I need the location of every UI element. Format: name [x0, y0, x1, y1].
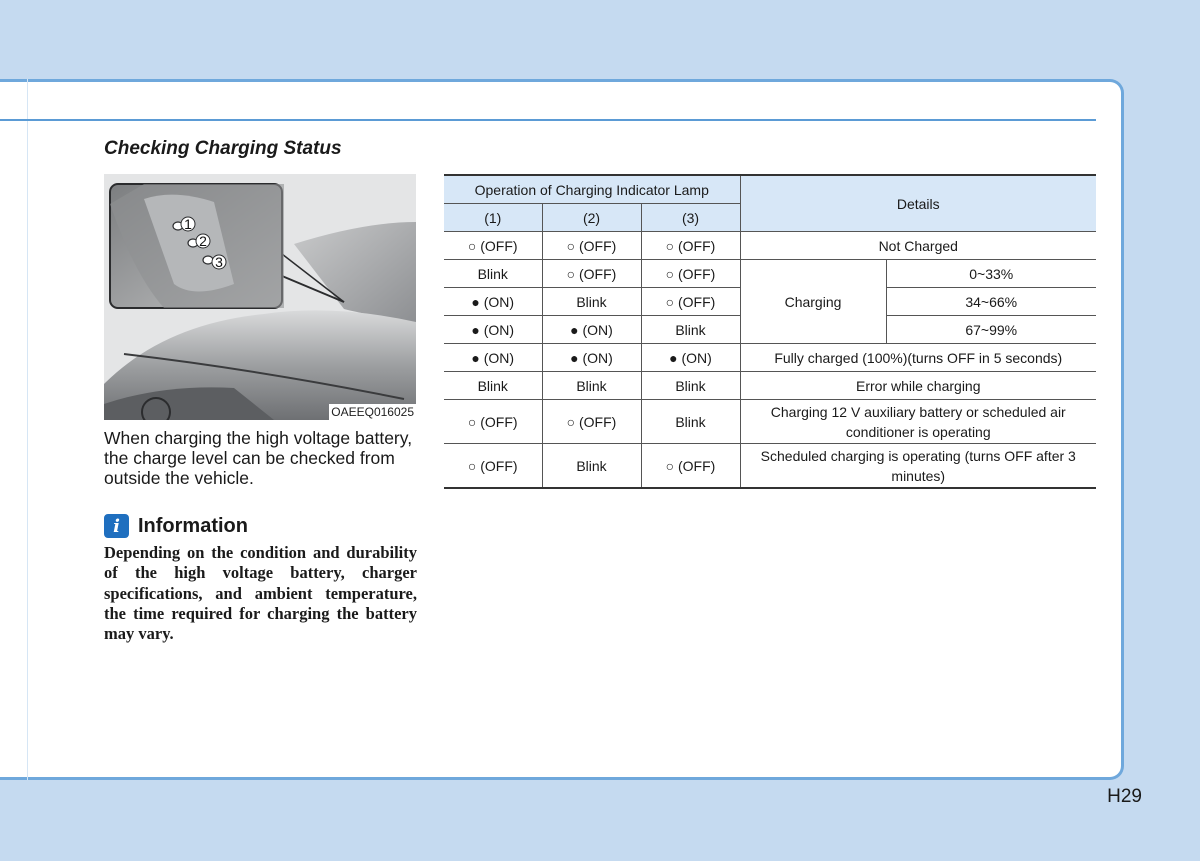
lamp-1-state: ○ (OFF) [444, 400, 542, 444]
lamp-3-state: Blink [641, 372, 740, 400]
lamp-2-state: ○ (OFF) [542, 260, 641, 288]
lamp-2-state: ○ (OFF) [542, 232, 641, 260]
lamp-2-state: ○ (OFF) [542, 400, 641, 444]
status-details: Charging 12 V auxiliary battery or scheduled air conditioner is operating [740, 400, 1096, 444]
lamp-3-state: Blink [641, 400, 740, 444]
status-details: 67~99% [886, 316, 1096, 344]
lamp-3-state: ○ (OFF) [641, 444, 740, 489]
information-title: Information [138, 514, 248, 537]
callout-2: 2 [199, 233, 207, 249]
info-icon: i [104, 514, 129, 538]
lamp-2-state: ● (ON) [542, 344, 641, 372]
section-title: Checking Charging Status [104, 138, 342, 159]
table-row [444, 260, 1096, 288]
lamp-1-state: ● (ON) [444, 316, 542, 344]
status-group-charging: Charging [740, 260, 886, 344]
lamp-3-state: Blink [641, 316, 740, 344]
table-row [444, 232, 1096, 260]
header-lamp-operation: Operation of Charging Indicator Lamp [444, 175, 740, 204]
lamp-1-state: Blink [444, 372, 542, 400]
status-details: Fully charged (100%)(turns OFF in 5 seconds) [740, 344, 1096, 372]
header-details: Details [740, 175, 1096, 232]
lamp-2-state: Blink [542, 444, 641, 489]
status-details: Scheduled charging is operating (turns OFF after 3 minutes) [740, 444, 1096, 489]
status-details: Not Charged [740, 232, 1096, 260]
page-number: H29 [1107, 786, 1142, 807]
body-paragraph: When charging the high voltage battery, the charge level can be checked from outside the vehicle. [104, 428, 413, 488]
charging-lamp-figure [104, 174, 416, 420]
header-lamp-1: (1) [444, 204, 542, 232]
figure-code: OAEEQ016025 [331, 405, 414, 419]
header-lamp-2: (2) [542, 204, 641, 232]
charging-status-table [444, 174, 1096, 489]
lamp-2-state: Blink [542, 288, 641, 316]
status-details: 34~66% [886, 288, 1096, 316]
lamp-2-state: Blink [542, 372, 641, 400]
lamp-3-state: ○ (OFF) [641, 232, 740, 260]
lamp-1-state: ○ (OFF) [444, 232, 542, 260]
table-row [444, 372, 1096, 400]
lamp-1-state: Blink [444, 260, 542, 288]
information-text: Depending on the condition and durability of the high voltage battery, charger specifications, and ambient temperature, the time required for charging the battery may vary. [104, 543, 417, 644]
table-row [444, 344, 1096, 372]
header-lamp-3: (3) [641, 204, 740, 232]
callout-1: 1 [184, 216, 192, 232]
header-rule [0, 119, 1096, 121]
car-hood-illustration [104, 174, 416, 420]
lamp-1-state: ○ (OFF) [444, 444, 542, 489]
lamp-3-state: ○ (OFF) [641, 288, 740, 316]
status-details: 0~33% [886, 260, 1096, 288]
information-heading [104, 514, 248, 538]
lamp-1-state: ● (ON) [444, 288, 542, 316]
lamp-2-state: ● (ON) [542, 316, 641, 344]
status-details: Error while charging [740, 372, 1096, 400]
page-edge-line [27, 79, 28, 780]
callout-3: 3 [215, 254, 223, 270]
lamp-3-state: ○ (OFF) [641, 260, 740, 288]
table-row [444, 400, 1096, 444]
lamp-3-state: ● (ON) [641, 344, 740, 372]
lamp-1-state: ● (ON) [444, 344, 542, 372]
table-row [444, 444, 1096, 489]
